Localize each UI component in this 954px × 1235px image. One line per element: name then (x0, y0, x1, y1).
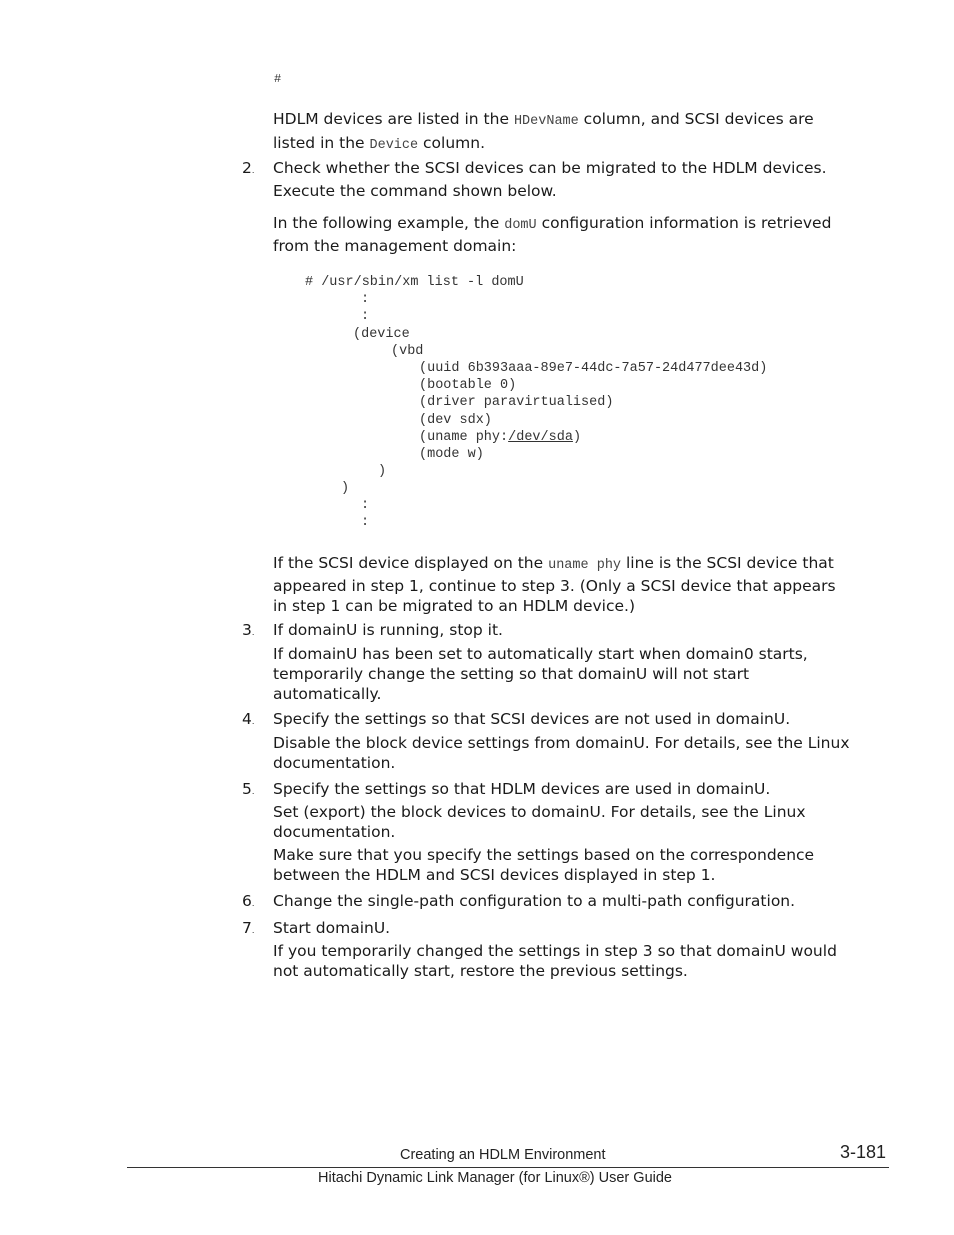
step-3-detail: If domainU has been set to automatically start when domain0 starts, temporarily change the setting so that domainU will not start automatically. (273, 645, 808, 703)
code-line: ) (378, 464, 387, 479)
code-line: (dev sdx) (419, 413, 492, 428)
step-5-main: Specify the settings so that HDLM devices are used in domainU. (273, 780, 771, 798)
code-line: ) (341, 481, 350, 496)
step-3-number: 3. (242, 621, 255, 639)
intro-paragraph (273, 109, 814, 156)
step-4-main: Specify the settings so that SCSI devices are not used in domainU. (273, 710, 791, 728)
code-line: (uuid 6b393aaa-89e7-44dc-7a57-24d477dee43d) (419, 361, 768, 376)
example-text-3: from the management domain: (273, 237, 517, 255)
code-line: (mode w) (419, 447, 484, 462)
code-line: : (361, 498, 370, 513)
step-7-number: 7. (242, 919, 255, 937)
code-line: (bootable 0) (419, 378, 517, 393)
hdevname-code: HDevName (513, 114, 579, 129)
step-5-detail-1: Set (export) the block devices to domainU. For details, see the Linux documentation. (273, 803, 806, 841)
step-7-main: Start domainU. (273, 919, 391, 937)
code-line: : (361, 309, 370, 324)
code-line: : (361, 515, 370, 530)
step-2-example-intro (273, 213, 831, 256)
footer-section-title: Creating an HDLM Environment (400, 1147, 606, 1163)
intro-text-4: column. (418, 134, 486, 152)
step-4-number: 4. (242, 710, 255, 728)
code-line: (device (353, 327, 410, 342)
step-7-detail: If you temporarily changed the settings in step 3 so that domainU would not automatically start, restore the previous settings. (273, 942, 837, 980)
example-text-2: configuration information is retrieved (536, 214, 832, 232)
footer-guide-title: Hitachi Dynamic Link Manager (for Linux®) User Guide (318, 1170, 672, 1186)
step-4-detail: Disable the block device settings from domainU. For details, see the Linux documentation. (273, 734, 850, 772)
intro-text-3: listed in the (273, 134, 370, 152)
page-number: 3-181 (840, 1142, 887, 1162)
domu-code: domU (504, 218, 537, 233)
after-text-2: line is the SCSI device that (621, 554, 834, 572)
code-line: # /usr/sbin/xm list -l domU (305, 275, 524, 290)
step-3-main: If domainU is running, stop it. (273, 621, 503, 639)
step-2-number: 2. (242, 159, 255, 177)
step-6-main: Change the single-path configuration to a multi-path configuration. (273, 892, 796, 910)
code-line: (uname phy:/dev/sda) (419, 430, 582, 445)
after-text-3: appeared in step 1, continue to step 3. (Only a SCSI device that appears (273, 577, 836, 595)
device-code: Device (369, 138, 419, 153)
step-6-number: 6. (242, 892, 255, 910)
step-2-main: Check whether the SCSI devices can be migrated to the HDLM devices. (273, 159, 827, 177)
step-2-sub: Execute the command shown below. (273, 182, 557, 200)
step-2-after (273, 553, 836, 616)
step-5-detail-2: Make sure that you specify the settings based on the correspondence between the HDLM and SCSI devices displayed in step 1. (273, 846, 815, 884)
dev-sda-link: /dev/sda (508, 430, 573, 445)
step-5-number: 5. (242, 780, 255, 798)
code-prompt: # (274, 72, 282, 86)
after-text-1: If the SCSI device displayed on the (273, 554, 549, 572)
example-text-1: In the following example, the (273, 214, 505, 232)
uname-phy-code: uname phy (548, 558, 622, 573)
code-line: (driver paravirtualised) (419, 395, 614, 410)
footer-rule (127, 1167, 889, 1168)
intro-text-1: HDLM devices are listed in the (273, 110, 514, 128)
code-line: (vbd (391, 344, 424, 359)
after-text-4: in step 1 can be migrated to an HDLM device.) (273, 597, 636, 615)
intro-text-2: column, and SCSI devices are (578, 110, 814, 128)
code-line: : (361, 292, 370, 307)
